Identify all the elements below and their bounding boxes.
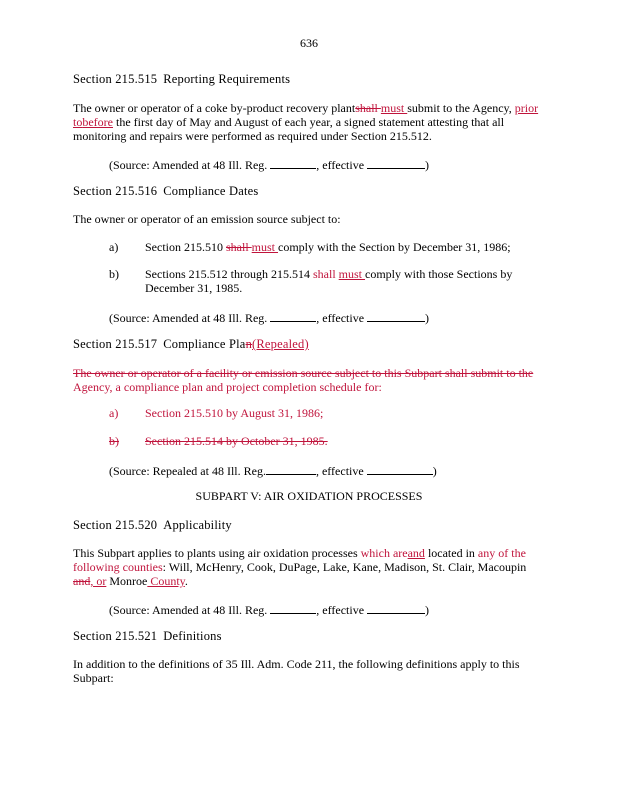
section-number: Section 215.515 <box>73 72 158 86</box>
list-item: Section 215.510 by August 31, 1986; <box>145 406 324 420</box>
body-text: comply with those Sections by December 31, 1985. <box>145 267 513 295</box>
inserted-text: County <box>147 574 185 588</box>
deleted-text: and <box>73 574 91 588</box>
source-text: ) <box>425 311 430 325</box>
inserted-text: , or <box>90 574 107 588</box>
blank-line <box>270 157 316 169</box>
blank-line <box>367 463 433 475</box>
section-number: Section 215.517 <box>73 337 158 351</box>
source-text: (Source: Amended at 48 Ill. Reg. <box>109 603 271 617</box>
list-label: b) <box>109 267 119 281</box>
page-number: 636 <box>300 36 318 50</box>
inserted-text: which are <box>360 546 408 560</box>
blank-line <box>270 310 316 322</box>
body-text: , a signed statement attesting that all monitoring and repairs were performed as required under Section 215.512. <box>73 115 505 143</box>
section-heading-215-521 <box>73 629 222 643</box>
inserted-text: must <box>380 101 408 115</box>
list-item: Section 215.514 by October 31, 1985. <box>145 434 328 448</box>
blank-line <box>367 310 425 322</box>
source-text: ) <box>425 158 430 172</box>
inserted-text: prior to <box>73 101 539 129</box>
source-text: , effective <box>316 158 368 172</box>
deleted-text: shall <box>355 101 381 115</box>
section-215-517-body <box>73 366 543 394</box>
inserted-text: and <box>407 546 425 560</box>
source-note <box>109 157 429 172</box>
inserted-text: (Repealed) <box>252 337 309 351</box>
source-text: , effective <box>316 603 368 617</box>
blank-line <box>270 602 316 614</box>
body-text: . <box>184 574 188 588</box>
section-number: Section 215.516 <box>73 184 158 198</box>
blank-line <box>367 602 425 614</box>
section-215-515-body <box>73 101 543 143</box>
deleted-text: n <box>245 337 253 351</box>
section-215-516-intro: The owner or operator of an emission source subject to: <box>73 212 341 226</box>
list-label: b) <box>109 434 119 448</box>
blank-line <box>266 463 316 475</box>
source-note <box>109 463 437 478</box>
body-text: the first day of May and August of each year <box>113 115 330 129</box>
inserted-text: must <box>251 240 279 254</box>
list-label: a) <box>109 240 119 254</box>
body-text: The owner or operator of a coke by-product recovery plant <box>73 101 356 115</box>
body-text: submit to the Agency, <box>407 101 512 115</box>
inserted-text: any of the following counties <box>73 546 526 574</box>
body-text: This Subpart applies to plants using air oxidation processes <box>73 546 361 560</box>
body-text: located in <box>424 546 478 560</box>
changed-text: Agency, a compliance plan and project completion schedule for: <box>73 380 382 394</box>
source-text: (Source: Amended at 48 Ill. Reg. <box>109 311 271 325</box>
body-text: Monroe <box>106 574 148 588</box>
section-215-520-body <box>73 546 543 588</box>
inserted-text: must <box>338 267 366 281</box>
source-text: (Source: Amended at 48 Ill. Reg. <box>109 158 271 172</box>
body-text: Sections 215.512 through 215.514 <box>145 267 313 281</box>
list-item <box>145 267 530 295</box>
source-note <box>109 602 429 617</box>
source-text: , effective <box>316 311 368 325</box>
section-title: Compliance Dates <box>163 184 259 198</box>
body-text: comply with the Section by December 31, 1986; <box>278 240 511 254</box>
section-title: Applicability <box>163 518 232 532</box>
section-heading-215-520 <box>73 518 232 532</box>
subpart-heading: SUBPART V: AIR OXIDATION PROCESSES <box>195 489 423 503</box>
body-text: Section 215.510 <box>145 240 226 254</box>
body-text: : Will, McHenry, Cook, DuPage, Lake, Kane, Madison, St. Clair, Macoupin <box>162 560 527 574</box>
list-item <box>145 240 530 254</box>
title-text: Compliance Pla <box>163 337 246 351</box>
inserted-text: before <box>82 115 113 129</box>
source-text: ) <box>432 464 437 478</box>
section-heading-215-515 <box>73 72 290 86</box>
source-text: ) <box>425 603 430 617</box>
section-number: Section 215.520 <box>73 518 158 532</box>
source-note <box>109 310 429 325</box>
section-heading-215-516 <box>73 184 258 198</box>
section-number: Section 215.521 <box>73 629 158 643</box>
source-text: (Source: Repealed at 48 Ill. Reg. <box>109 464 266 478</box>
section-title: Definitions <box>163 629 222 643</box>
section-title <box>163 337 309 351</box>
section-title: Reporting Requirements <box>163 72 291 86</box>
deleted-text: The owner or operator of a facility or emission source subject to this Subpart shall submit to the <box>73 366 534 380</box>
changed-text: shall <box>313 267 339 281</box>
section-heading-215-517 <box>73 337 309 351</box>
source-text: , effective <box>315 464 367 478</box>
list-label: a) <box>109 406 119 420</box>
deleted-text: shall <box>226 240 252 254</box>
section-215-521-body: In addition to the definitions of 35 Ill. Adm. Code 211, the following definitions apply to this Subpart: <box>73 657 520 685</box>
blank-line <box>367 157 425 169</box>
